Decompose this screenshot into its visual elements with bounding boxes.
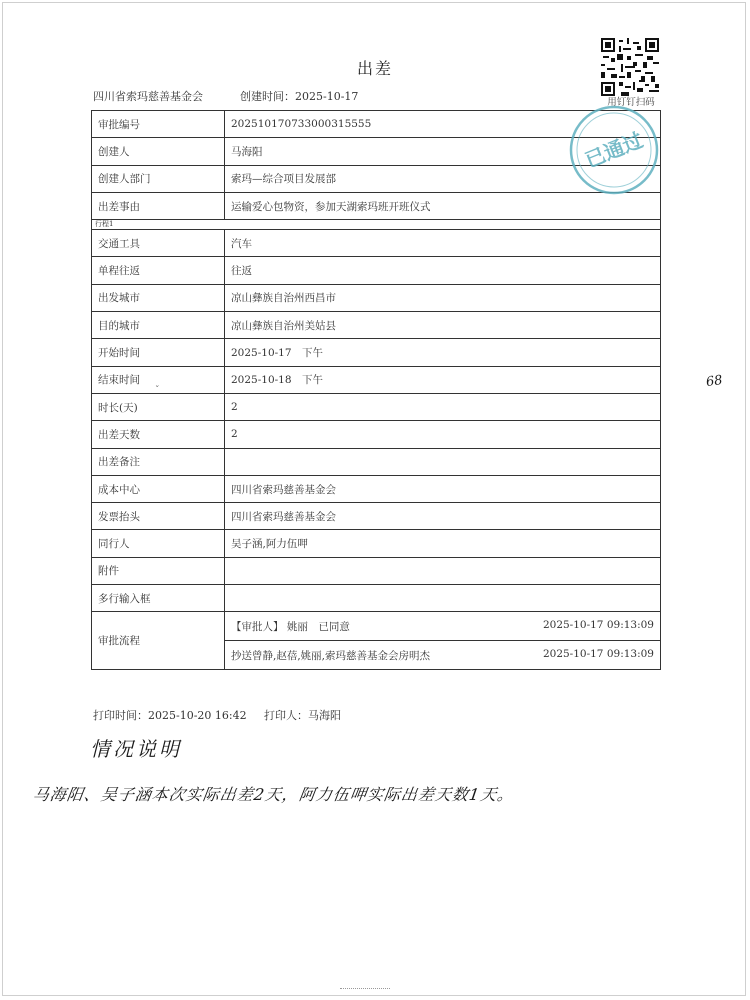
field-value: 运输爱心包物资，参加天湖索玛班开班仪式 bbox=[225, 192, 661, 219]
field-label: 附件 bbox=[92, 557, 225, 584]
field-value: 凉山彝族自治州美姑县 bbox=[225, 312, 661, 339]
scan-artifact bbox=[340, 988, 390, 993]
field-value: 2 bbox=[225, 393, 661, 420]
field-value: 2 bbox=[225, 421, 661, 448]
handwritten-margin-note: 68 bbox=[705, 372, 724, 391]
field-label: 同行人 bbox=[92, 530, 225, 557]
field-label: 成本中心 bbox=[92, 475, 225, 502]
table-row bbox=[92, 230, 661, 257]
field-label: 开始时间 bbox=[92, 339, 225, 366]
field-label: 发票抬头 bbox=[92, 503, 225, 530]
field-label: 出发城市 bbox=[92, 284, 225, 311]
trip-section-label: 行程1 bbox=[92, 220, 661, 230]
table-row bbox=[92, 530, 661, 557]
document-title: 出差 bbox=[356, 59, 393, 78]
field-label: 目的城市 bbox=[92, 312, 225, 339]
field-value: 汽车 bbox=[225, 230, 661, 257]
table-row bbox=[92, 585, 661, 612]
qr-code-icon[interactable] bbox=[601, 38, 659, 96]
field-value: 四川省索玛慈善基金会 bbox=[225, 475, 661, 502]
field-label: 审批编号 bbox=[92, 111, 225, 138]
field-value bbox=[225, 557, 661, 584]
print-time: 打印时间：2025-10-20 16:42 bbox=[93, 709, 247, 722]
approval-step bbox=[225, 612, 661, 641]
table-row bbox=[92, 503, 661, 530]
field-value: 四川省索玛慈善基金会 bbox=[225, 503, 661, 530]
field-value: 2025-10-18 下午 bbox=[225, 366, 661, 393]
field-label: 结束时间 bbox=[92, 366, 225, 393]
print-by: 打印人：马海阳 bbox=[264, 709, 341, 722]
approval-step-row bbox=[92, 612, 661, 641]
stamp-text: 已通过 bbox=[581, 127, 647, 173]
approval-cc-time: 2025-10-17 09:13:09 bbox=[542, 647, 654, 660]
field-value: 凉山彝族自治州西昌市 bbox=[225, 284, 661, 311]
field-label: 单程往返 bbox=[92, 257, 225, 284]
field-value: 马海阳 bbox=[225, 138, 661, 165]
field-value: 往返 bbox=[225, 257, 661, 284]
field-value bbox=[225, 585, 661, 612]
approval-cc-text: 抄送曾静,赵蓓,姚丽,索玛慈善基金会房明杰 bbox=[231, 649, 431, 662]
table-row bbox=[92, 448, 661, 475]
table-row bbox=[92, 312, 661, 339]
approval-step-time: 2025-10-17 09:13:09 bbox=[542, 618, 654, 631]
handwritten-explanation: 马海阳、吴子涵本次实际出差2天，阿力伍呷实际出差天数1天。 bbox=[31, 785, 516, 804]
handwritten-title: 情况说明 bbox=[90, 737, 182, 761]
field-value: 202510170733000315555 bbox=[225, 111, 661, 138]
approval-step-text: 【审批人】 姚丽 已同意 bbox=[231, 620, 350, 633]
table-row bbox=[92, 192, 661, 219]
field-label: 出差天数 bbox=[92, 421, 225, 448]
table-row bbox=[92, 557, 661, 584]
approved-stamp-icon bbox=[568, 104, 660, 196]
qr-caption: 用钉钉扫码 bbox=[607, 97, 655, 108]
table-row bbox=[92, 421, 661, 448]
field-label: 出差备注 bbox=[92, 448, 225, 475]
field-label: 多行输入框 bbox=[92, 585, 225, 612]
field-label: 创建人部门 bbox=[92, 165, 225, 192]
pencil-mark: ˇ bbox=[155, 386, 160, 396]
field-label: 创建人 bbox=[92, 138, 225, 165]
table-row bbox=[92, 339, 661, 366]
field-value bbox=[225, 448, 661, 475]
organization-name: 四川省索玛慈善基金会 bbox=[93, 90, 203, 103]
field-value: 吴子涵,阿力伍呷 bbox=[225, 530, 661, 557]
table-row bbox=[92, 393, 661, 420]
field-label: 交通工具 bbox=[92, 230, 225, 257]
section-header-row bbox=[92, 220, 661, 230]
approval-cc bbox=[225, 641, 661, 670]
table-row bbox=[92, 475, 661, 502]
field-value: 索玛—综合项目发展部 bbox=[225, 165, 661, 192]
approval-flow-label: 审批流程 bbox=[92, 612, 225, 670]
table-row bbox=[92, 366, 661, 393]
table-row bbox=[92, 257, 661, 284]
field-value: 2025-10-17 下午 bbox=[225, 339, 661, 366]
field-label: 出差事由 bbox=[92, 192, 225, 219]
table-row bbox=[92, 284, 661, 311]
field-label: 时长(天) bbox=[92, 393, 225, 420]
created-time: 创建时间：2025-10-17 bbox=[240, 90, 359, 103]
